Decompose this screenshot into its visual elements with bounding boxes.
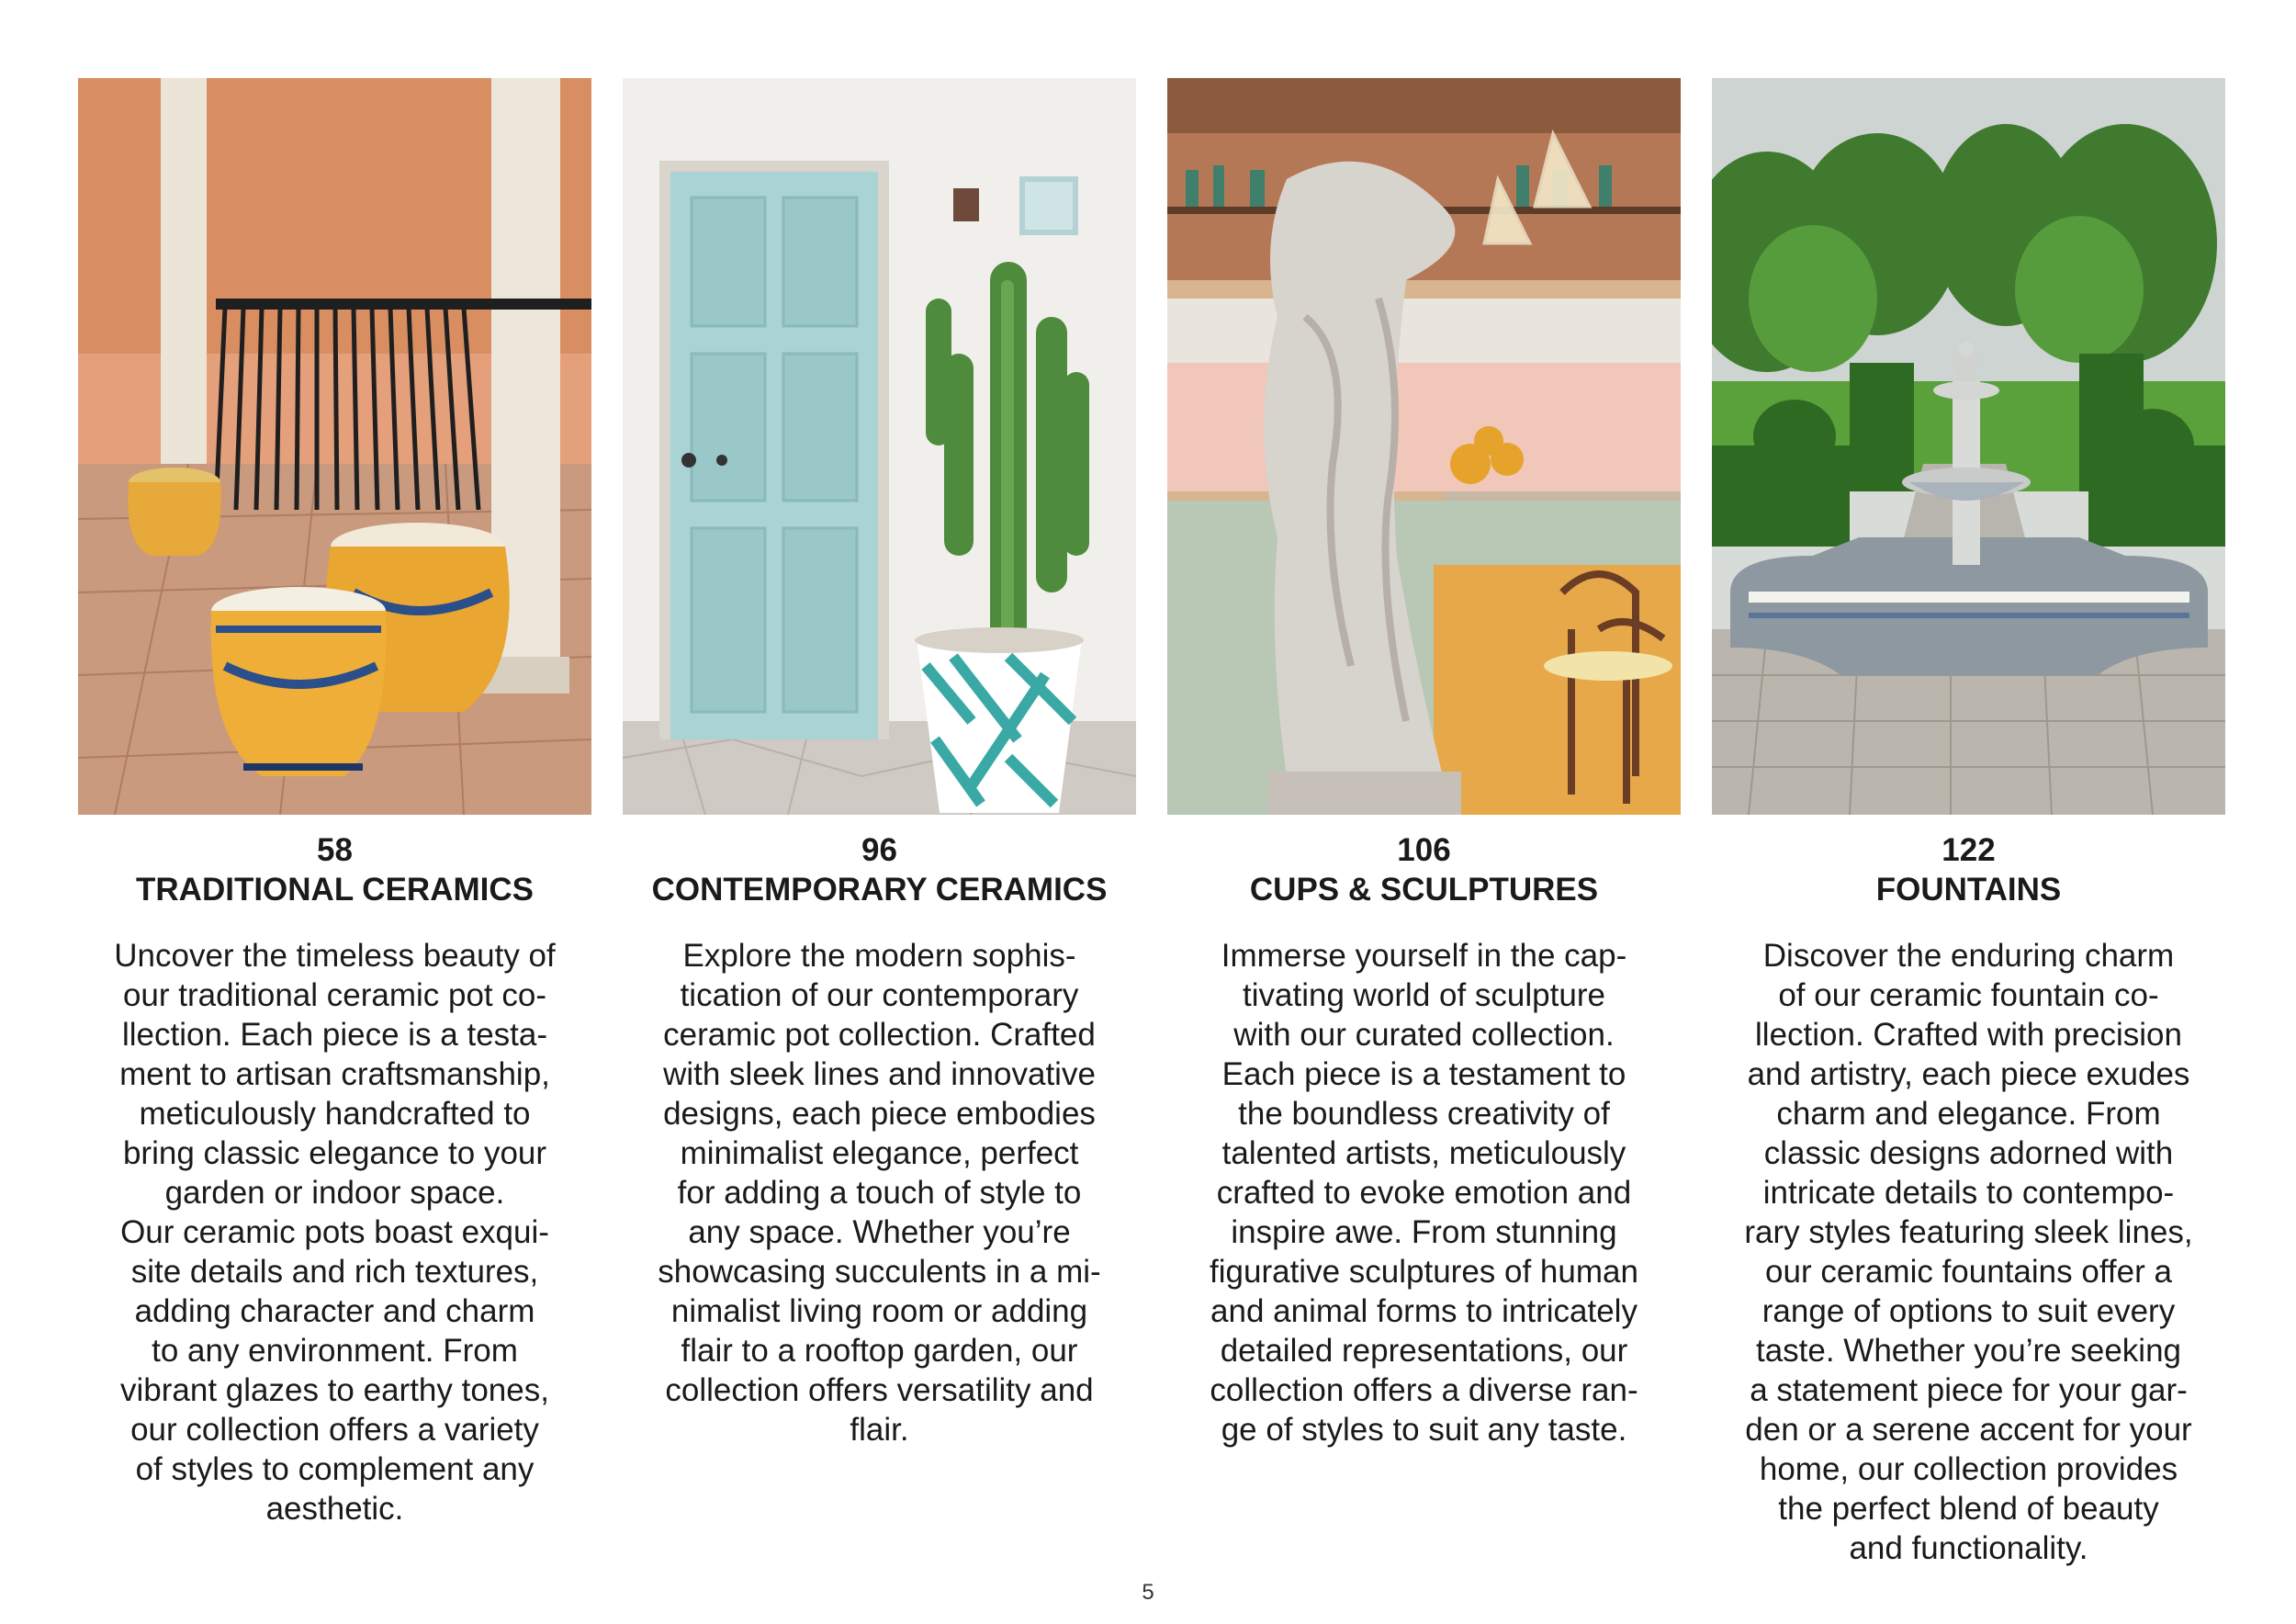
card-title: CONTEMPORARY CERAMICS <box>651 872 1108 908</box>
page-reference-number: 122 <box>1941 832 1996 868</box>
card-description: Explore the modern sophis- tication of our contemporary ceramic pot collection. Crafted with sleek lines and innovative designs, each piece embodies minimalist elegance, perfect for adding a touch of style to any space. Whether you’re showcasing succulents in a mi- nimalist living room or adding flair to a rooftop garden, our collection offers versatility and flair. <box>658 938 1101 1448</box>
card-title: CUPS & SCULPTURES <box>1249 872 1599 908</box>
card-title: TRADITIONAL CERAMICS <box>136 872 534 908</box>
card-title: FOUNTAINS <box>1875 872 2062 908</box>
photo-cups-sculptures <box>1167 78 1681 815</box>
page-reference-number: 58 <box>317 832 353 868</box>
page-reference-number: 96 <box>861 832 897 868</box>
page-number: 5 <box>1142 1580 1154 1605</box>
photo-contemporary-ceramics <box>623 78 1136 815</box>
catalog-grid <box>78 78 2227 1568</box>
photo-fountains <box>1712 78 2225 815</box>
card-contemporary-ceramics[interactable] <box>623 78 1136 1568</box>
card-traditional-ceramics[interactable] <box>78 78 591 1568</box>
card-description: Immerse yourself in the cap- tivating world of sculpture with our curated collection. Each piece is a testament to the boundless creativity of talented artists, meticulously crafted to evoke emotion and inspire awe. From stunning figurative sculptures of human and animal forms to intricately detailed representations, our collection offers a diverse ran- ge of styles to suit any taste. <box>1210 938 1638 1448</box>
page-reference-number: 106 <box>1397 832 1451 868</box>
photo-traditional-ceramics <box>78 78 591 815</box>
card-description: Uncover the timeless beauty of our traditional ceramic pot co- llection. Each piece is a testa- ment to artisan craftsmanship, meticulously handcrafted to bring classic elegance to your garden or indoor space. Our ceramic pots boast exqui- site details and rich textures, adding character and charm to any environment. From vibrant glazes to earthy tones, our collection offers a variety of styles to complement any aesthetic. <box>114 938 556 1527</box>
card-description: Discover the enduring charm of our ceramic fountain co- llection. Crafted with precision and artistry, each piece exudes charm and elegance. From classic designs adorned with intricate details to contempo- rary styles featuring sleek lines, our ceramic fountains offer a range of options to suit every taste. Whether you’re seeking a statement piece for your gar- den or a serene accent for your home, our collection provides the perfect blend of beauty and functionality. <box>1744 938 2193 1566</box>
card-cups-sculptures[interactable] <box>1167 78 1681 1568</box>
card-fountains[interactable] <box>1712 78 2225 1568</box>
